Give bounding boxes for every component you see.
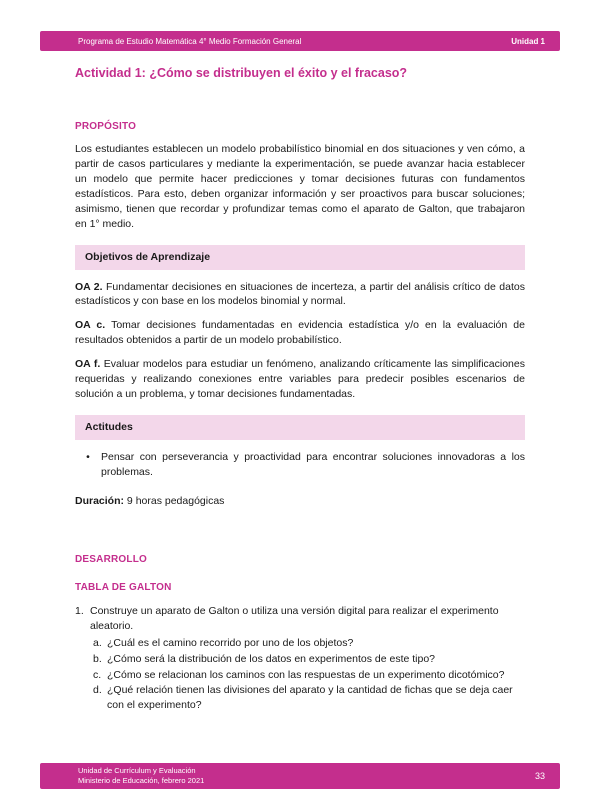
footer-line-2: Ministerio de Educación, febrero 2021 (78, 776, 205, 785)
oa-text: Tomar decisiones fundamentadas en evidencia estadística y/o en la evaluación de resultados obtenidos a partir de un modelo probabilístico. (75, 319, 525, 347)
document-content (75, 120, 525, 714)
question-text: ¿Cómo será la distribución de los datos en experimentos de este tipo? (107, 652, 436, 665)
bullet-marker: • (86, 450, 90, 463)
oa-text: Fundamentar decisiones en situaciones de incerteza, a partir del análisis crítico de datos estadísticos y con base en los modelos binomial y normal. (75, 280, 525, 308)
oa-label: OA 2. (75, 280, 103, 293)
oa-label: OA c. (75, 319, 106, 332)
page-number: 33 (534, 771, 545, 781)
footer-credits (78, 766, 204, 786)
oa-item (75, 318, 525, 348)
tabla-galton-heading: TABLA DE GALTON (75, 581, 172, 593)
question-item-c (93, 668, 525, 683)
list-number: 1. (75, 604, 84, 617)
question-text: ¿Qué relación tienen las divisiones del aparato y la cantidad de fichas que se deja caer con el experimento? (107, 684, 513, 712)
desarrollo-heading: DESARROLLO (75, 553, 147, 565)
question-letter: b. (93, 652, 102, 665)
footer-line-1: Unidad de Currículum y Evaluación (78, 765, 196, 775)
question-letter: c. (93, 668, 102, 681)
proposito-heading: PROPÓSITO (75, 121, 137, 132)
actitudes-bullet-item (75, 450, 525, 480)
proposito-paragraph: Los estudiantes establecen un modelo probabilístico binomial en dos situaciones y ven cómo, a partir de casos particulares y mediante la experimentación, se puede avanzar hacia establecer un modelo que permite hacer predicciones y tomar decisiones futuras con fundamentos estadísticos. Para esto, deben organizar información y ser proactivos para buscar soluciones; asimismo, tienen que recordar y profundizar temas como el aparato de Galton, que trabajaron en 1° medio. (75, 143, 525, 230)
duration-line (75, 494, 525, 509)
numbered-list-item (75, 604, 525, 634)
question-letter: a. (93, 636, 102, 649)
activity-title: Actividad 1: ¿Cómo se distribuyen el éxito y el fracaso? (75, 66, 408, 80)
oa-item (75, 357, 525, 402)
header-program-title: Programa de Estudio Matemática 4° Medio Formación General (78, 36, 302, 46)
duration-label: Duración: (75, 494, 125, 507)
list-item-text: Construye un aparato de Galton o utiliza una versión digital para realizar el experimento aleatorio. (90, 604, 499, 632)
question-letter: d. (93, 684, 102, 697)
objetivos-banner: Objetivos de Aprendizaje (75, 245, 525, 270)
question-item-b (93, 652, 525, 667)
header-unit-label: Unidad 1 (511, 36, 545, 46)
question-text: ¿Cuál es el camino recorrido por uno de los objetos? (107, 636, 354, 649)
question-item-a (93, 636, 525, 651)
duration-value: 9 horas pedagógicas (124, 494, 225, 507)
page-footer-bar (40, 763, 560, 789)
question-text: ¿Cómo se relacionan los caminos con las respuestas de un experimento dicotómico? (107, 668, 505, 681)
oa-label: OA f. (75, 358, 101, 371)
question-item-d (93, 683, 525, 713)
page-header-bar (40, 31, 560, 51)
actitudes-bullet-text: Pensar con perseverancia y proactividad para encontrar soluciones innovadoras a los problemas. (101, 450, 525, 478)
oa-text: Evaluar modelos para estudiar un fenómeno, analizando críticamente las simplificaciones requeridas y realizando conexiones entre variables para predecir posibles escenarios de solución a un problema, y tomar decisiones fundamentadas. (75, 358, 525, 400)
actitudes-banner: Actitudes (75, 415, 525, 440)
oa-item (75, 280, 525, 310)
